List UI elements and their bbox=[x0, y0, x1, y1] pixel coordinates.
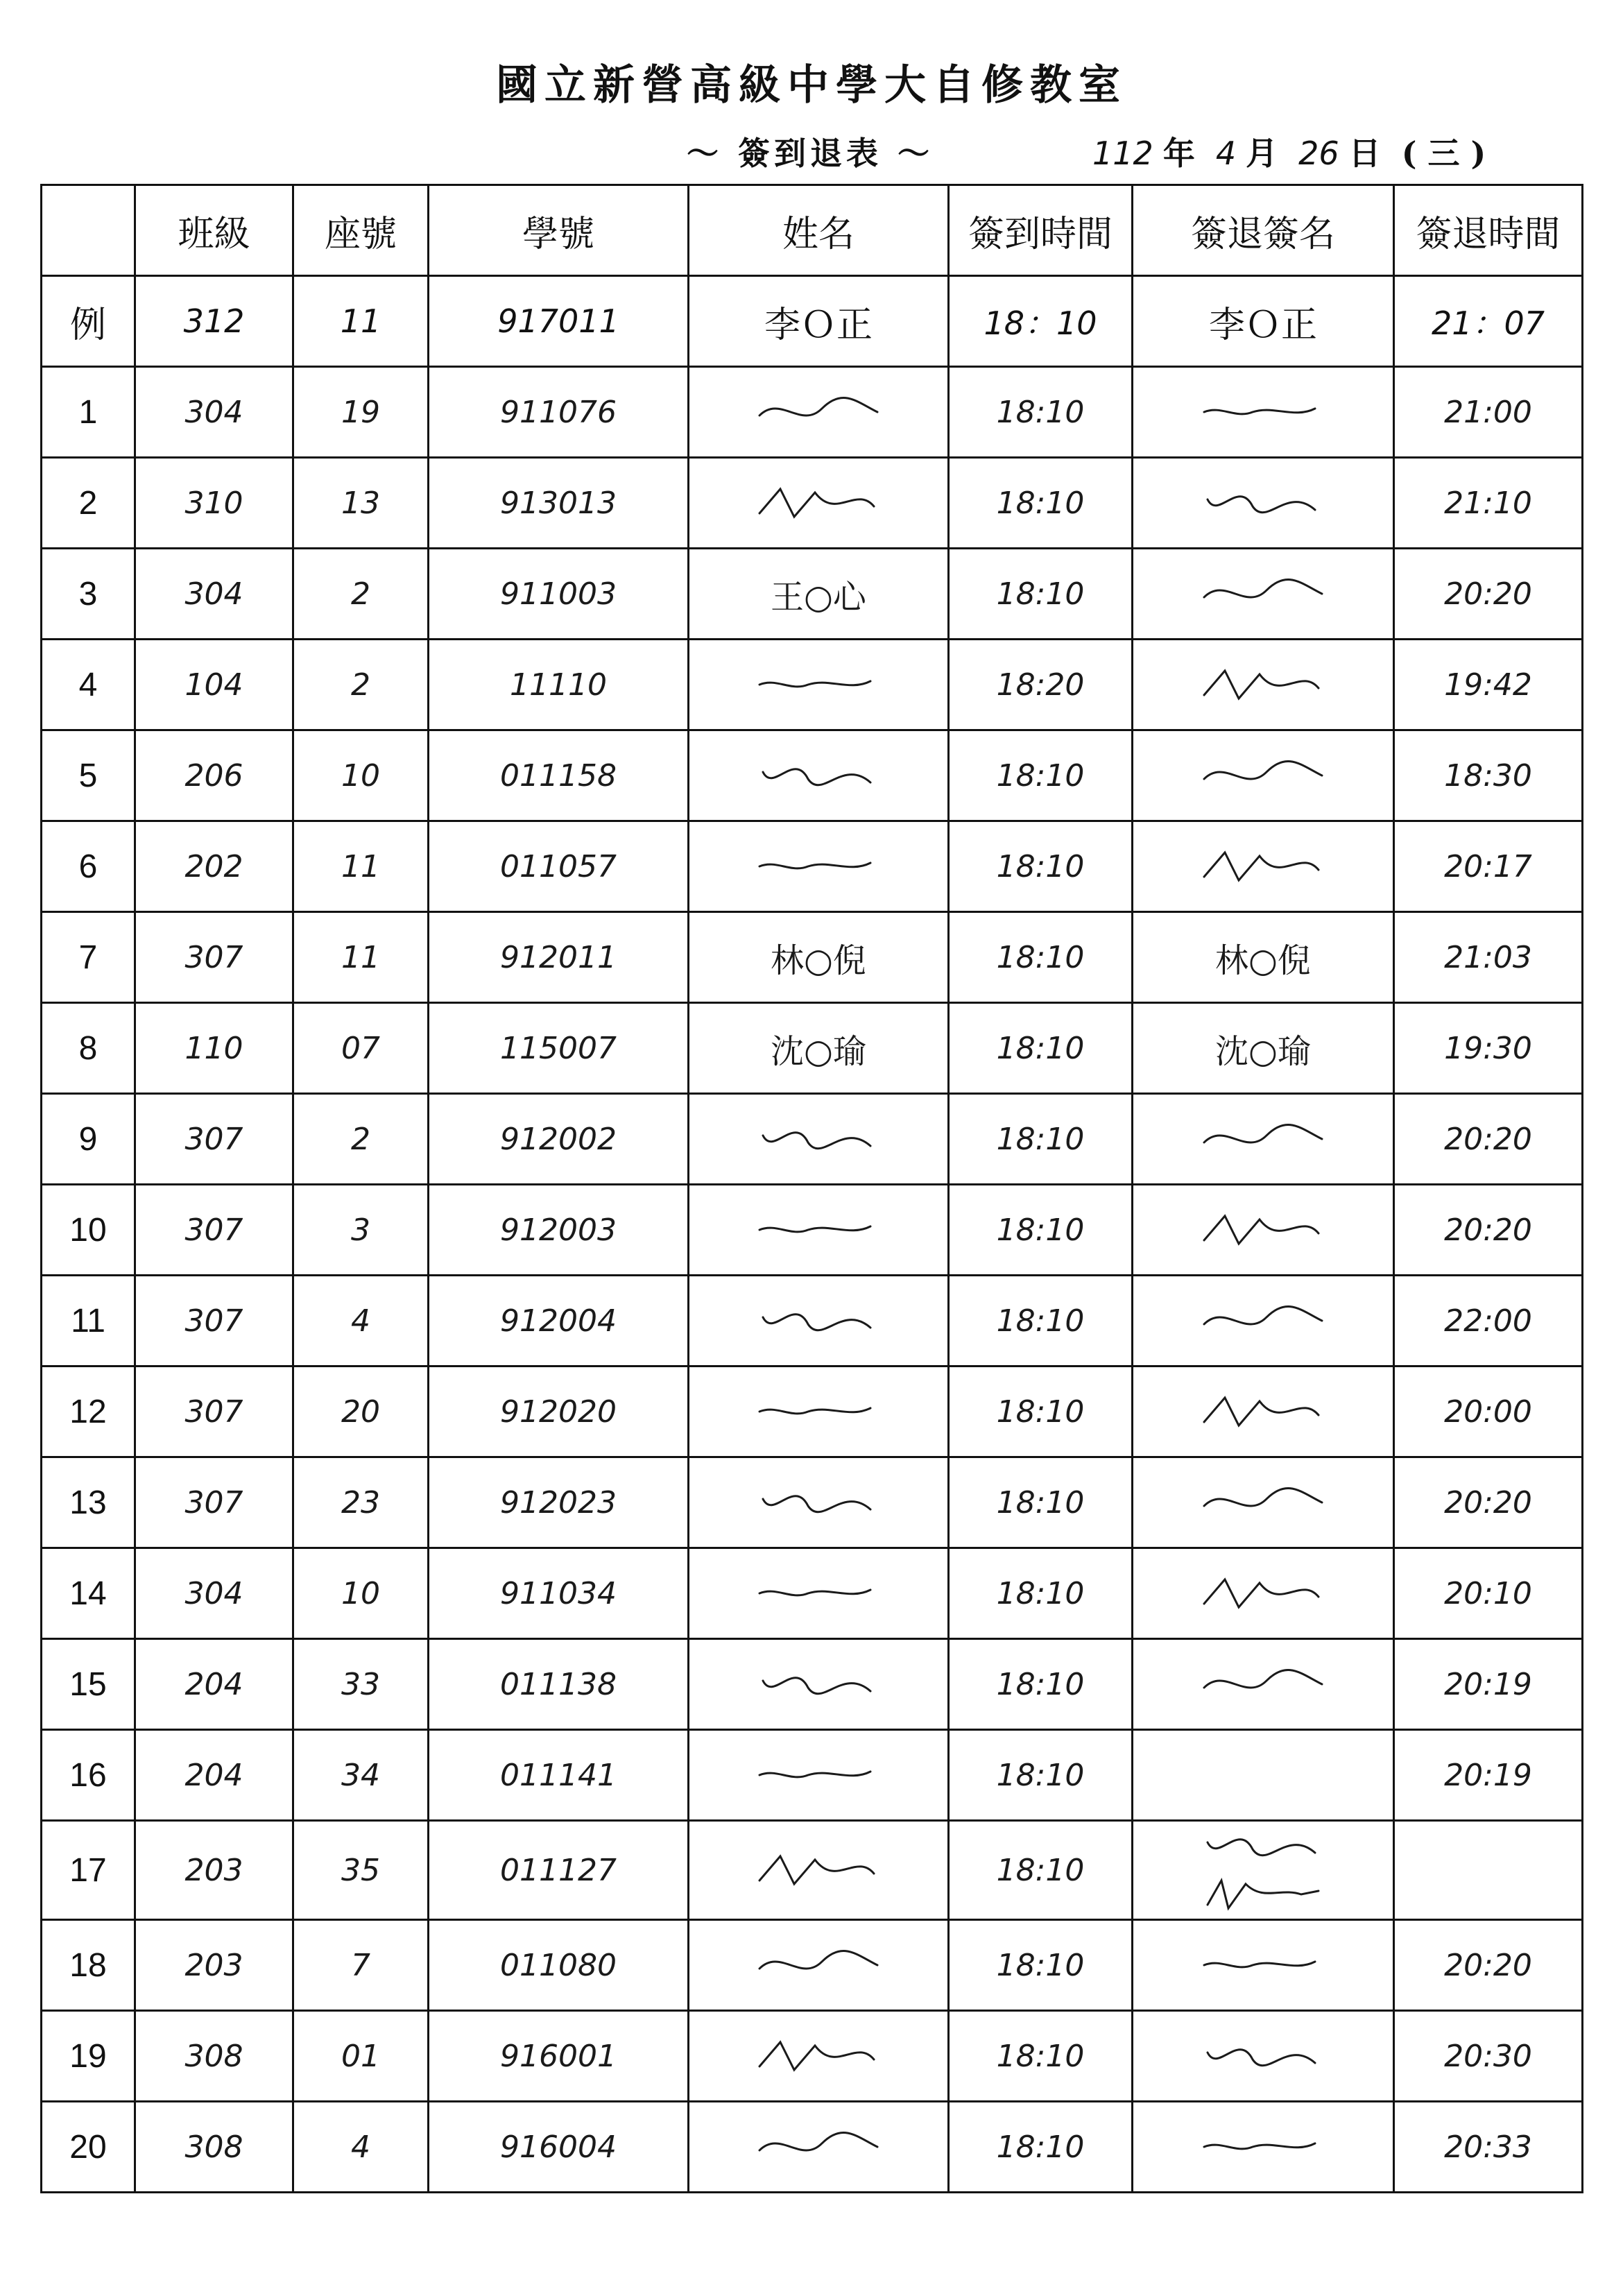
row-number: 8 bbox=[42, 1003, 135, 1094]
col-header-name: 姓名 bbox=[689, 185, 949, 276]
student-id-cell: 912004 bbox=[429, 1276, 689, 1367]
col-header-sign-out-time: 簽退時間 bbox=[1394, 185, 1583, 276]
name-cell bbox=[689, 1367, 949, 1457]
seat-cell: 7 bbox=[293, 1920, 429, 2011]
signout-signature-cell bbox=[1133, 2011, 1394, 2102]
handwritten-signature bbox=[753, 1387, 884, 1436]
class-cell: 104 bbox=[135, 640, 293, 730]
page-title: 國立新營高級中學大自修教室 bbox=[496, 61, 1127, 110]
name-cell bbox=[689, 821, 949, 912]
table-row bbox=[42, 1457, 1583, 1548]
handwritten-signature bbox=[1197, 1206, 1329, 1254]
sign-out-time-cell: 20:30 bbox=[1394, 2011, 1583, 2102]
sign-in-time-cell: 18:10 bbox=[949, 1730, 1133, 1821]
sign-out-time-cell: 20:19 bbox=[1394, 1730, 1583, 1821]
student-id-cell: 011080 bbox=[429, 1920, 689, 2011]
sign-in-time-cell: 18:20 bbox=[949, 640, 1133, 730]
signout-signature-cell bbox=[1133, 821, 1394, 912]
sign-in-time-cell: 18:10 bbox=[949, 367, 1133, 458]
row-number: 2 bbox=[42, 458, 135, 549]
handwritten-signature bbox=[753, 1751, 884, 1799]
row-number: 4 bbox=[42, 640, 135, 730]
student-id-cell: 115007 bbox=[429, 1003, 689, 1094]
student-id-cell: 011127 bbox=[429, 1821, 689, 1920]
table-row bbox=[42, 2011, 1583, 2102]
handwritten-signature bbox=[753, 388, 884, 436]
name-cell bbox=[689, 2102, 949, 2193]
class-cell: 203 bbox=[135, 1821, 293, 1920]
sign-in-time-cell: 18:10 bbox=[949, 1639, 1133, 1730]
class-cell: 110 bbox=[135, 1003, 293, 1094]
sign-out-time-cell: 20:20 bbox=[1394, 1457, 1583, 1548]
sign-in-time-cell: 18:10 bbox=[949, 912, 1133, 1003]
handwritten-signature bbox=[1197, 660, 1329, 709]
handwritten-signature bbox=[753, 479, 884, 527]
seat-cell: 07 bbox=[293, 1003, 429, 1094]
sign-in-time-cell: 18:10 bbox=[949, 1185, 1133, 1276]
table-row bbox=[42, 821, 1583, 912]
sign-in-time-cell: 18:10 bbox=[949, 730, 1133, 821]
class-cell: 307 bbox=[135, 1276, 293, 1367]
handwritten-signature bbox=[1197, 1387, 1329, 1436]
class-cell: 203 bbox=[135, 1920, 293, 2011]
handwritten-signature bbox=[1197, 1941, 1329, 1989]
signout-signature-cell bbox=[1133, 1730, 1394, 1821]
table-row bbox=[42, 458, 1583, 549]
sign-in-time-cell: 18:10 bbox=[949, 1003, 1133, 1094]
handwritten-signature bbox=[1197, 1478, 1329, 1527]
student-id-cell: 916001 bbox=[429, 2011, 689, 2102]
signout-signature-cell bbox=[1133, 730, 1394, 821]
date-year: 112 bbox=[1092, 135, 1153, 172]
col-header-student-id: 學號 bbox=[429, 185, 689, 276]
seat-cell: 19 bbox=[293, 367, 429, 458]
row-number: 20 bbox=[42, 2102, 135, 2193]
table-row bbox=[42, 1185, 1583, 1276]
handwritten-signature bbox=[753, 660, 884, 709]
signin-table bbox=[40, 184, 1583, 2193]
signout-signature-cell bbox=[1133, 1276, 1394, 1367]
table-row bbox=[42, 1548, 1583, 1639]
subtitle-line bbox=[0, 128, 1623, 177]
row-number: 5 bbox=[42, 730, 135, 821]
name-cell bbox=[689, 1920, 949, 2011]
col-header-seat: 座號 bbox=[293, 185, 429, 276]
handwritten-signature bbox=[1197, 751, 1329, 800]
handwritten-signature bbox=[1197, 842, 1329, 891]
table-row bbox=[42, 1003, 1583, 1094]
student-id-cell: 912002 bbox=[429, 1094, 689, 1185]
table-row bbox=[42, 1920, 1583, 2011]
seat-cell: 2 bbox=[293, 549, 429, 640]
table-row bbox=[42, 1730, 1583, 1821]
sign-in-time-cell: 18:10 bbox=[949, 549, 1133, 640]
signout-signature-cell bbox=[1133, 1185, 1394, 1276]
row-number: 16 bbox=[42, 1730, 135, 1821]
signout-signature-cell bbox=[1133, 367, 1394, 458]
seat-cell: 01 bbox=[293, 2011, 429, 2102]
student-id-cell: 912020 bbox=[429, 1367, 689, 1457]
sign-out-time-cell: 21:00 bbox=[1394, 367, 1583, 458]
student-id-cell: 911034 bbox=[429, 1548, 689, 1639]
col-header-no bbox=[42, 185, 135, 276]
name-cell bbox=[689, 1821, 949, 1920]
class-cell: 206 bbox=[135, 730, 293, 821]
row-number: 3 bbox=[42, 549, 135, 640]
seat-cell: 33 bbox=[293, 1639, 429, 1730]
example-sign-in: 18：10 bbox=[949, 276, 1133, 367]
row-number: 1 bbox=[42, 367, 135, 458]
col-header-sign-in-time: 簽到時間 bbox=[949, 185, 1133, 276]
signout-signature-cell bbox=[1133, 1457, 1394, 1548]
signout-signature-cell bbox=[1133, 458, 1394, 549]
row-number: 12 bbox=[42, 1367, 135, 1457]
handwritten-signature bbox=[1197, 479, 1329, 527]
sign-in-time-cell: 18:10 bbox=[949, 1548, 1133, 1639]
name-cell bbox=[689, 367, 949, 458]
signout-signature-cell bbox=[1133, 1367, 1394, 1457]
sign-out-time-cell: 20:20 bbox=[1394, 1094, 1583, 1185]
date-weekday: ( 三 ) bbox=[1401, 135, 1486, 172]
sign-out-time-cell: 19:42 bbox=[1394, 640, 1583, 730]
name-cell bbox=[689, 1185, 949, 1276]
handwritten-signature bbox=[1197, 1569, 1329, 1618]
row-number: 13 bbox=[42, 1457, 135, 1548]
table-row bbox=[42, 1367, 1583, 1457]
example-sign-out: 21：07 bbox=[1394, 276, 1583, 367]
sign-out-time-cell: 20:20 bbox=[1394, 549, 1583, 640]
seat-cell: 10 bbox=[293, 1548, 429, 1639]
class-cell: 304 bbox=[135, 1548, 293, 1639]
sign-out-time-cell: 20:20 bbox=[1394, 1185, 1583, 1276]
row-number: 19 bbox=[42, 2011, 135, 2102]
class-cell: 307 bbox=[135, 1457, 293, 1548]
seat-cell: 23 bbox=[293, 1457, 429, 1548]
student-id-cell: 011138 bbox=[429, 1639, 689, 1730]
example-signout-name: 李Ｏ正 bbox=[1133, 276, 1394, 367]
handwritten-signature bbox=[1197, 2123, 1329, 2171]
student-id-cell: 916004 bbox=[429, 2102, 689, 2193]
handwritten-signature bbox=[1197, 1822, 1329, 1870]
class-cell: 204 bbox=[135, 1730, 293, 1821]
date-day-label: 日 bbox=[1348, 135, 1381, 172]
handwritten-signature bbox=[753, 1941, 884, 1989]
name-cell bbox=[689, 730, 949, 821]
sign-in-time-cell: 18:10 bbox=[949, 1094, 1133, 1185]
table-row bbox=[42, 912, 1583, 1003]
handwritten-signature bbox=[1197, 569, 1329, 618]
handwritten-signature bbox=[1197, 1870, 1329, 1919]
seat-cell: 11 bbox=[293, 821, 429, 912]
row-number: 15 bbox=[42, 1639, 135, 1730]
row-number: 11 bbox=[42, 1276, 135, 1367]
seat-cell: 4 bbox=[293, 2102, 429, 2193]
table-row bbox=[42, 367, 1583, 458]
sign-in-time-cell: 18:10 bbox=[949, 821, 1133, 912]
sign-in-time-cell: 18:10 bbox=[949, 2011, 1133, 2102]
class-cell: 307 bbox=[135, 1094, 293, 1185]
seat-cell: 2 bbox=[293, 1094, 429, 1185]
class-cell: 308 bbox=[135, 2102, 293, 2193]
table-row bbox=[42, 1821, 1583, 1920]
class-cell: 308 bbox=[135, 2011, 293, 2102]
signout-signature-cell: 林○倪 bbox=[1133, 912, 1394, 1003]
class-cell: 304 bbox=[135, 367, 293, 458]
sign-out-time-cell: 21:03 bbox=[1394, 912, 1583, 1003]
example-class: 312 bbox=[135, 276, 293, 367]
name-cell: 林○倪 bbox=[689, 912, 949, 1003]
class-cell: 202 bbox=[135, 821, 293, 912]
col-header-signout-signature: 簽退簽名 bbox=[1133, 185, 1394, 276]
sign-out-time-cell: 22:00 bbox=[1394, 1276, 1583, 1367]
handwritten-signature bbox=[1197, 1296, 1329, 1345]
sheet-subtitle: ～ 簽到退表 ～ bbox=[687, 135, 934, 172]
example-name: 李Ｏ正 bbox=[689, 276, 949, 367]
date-year-label: 年 bbox=[1162, 135, 1195, 172]
table-row bbox=[42, 2102, 1583, 2193]
seat-cell: 4 bbox=[293, 1276, 429, 1367]
table-row bbox=[42, 1639, 1583, 1730]
seat-cell: 34 bbox=[293, 1730, 429, 1821]
header-row bbox=[42, 185, 1583, 276]
col-header-class: 班級 bbox=[135, 185, 293, 276]
class-cell: 310 bbox=[135, 458, 293, 549]
class-cell: 307 bbox=[135, 1367, 293, 1457]
seat-cell: 11 bbox=[293, 912, 429, 1003]
handwritten-signature bbox=[753, 1296, 884, 1345]
handwritten-signature bbox=[753, 2123, 884, 2171]
example-seat: 11 bbox=[293, 276, 429, 367]
date-day: 26 bbox=[1298, 135, 1339, 172]
seat-cell: 35 bbox=[293, 1821, 429, 1920]
class-cell: 307 bbox=[135, 912, 293, 1003]
student-id-cell: 011158 bbox=[429, 730, 689, 821]
student-id-cell: 011141 bbox=[429, 1730, 689, 1821]
name-cell bbox=[689, 1094, 949, 1185]
sign-in-time-cell: 18:10 bbox=[949, 2102, 1133, 2193]
sign-in-time-cell: 18:10 bbox=[949, 1367, 1133, 1457]
name-cell bbox=[689, 1457, 949, 1548]
row-number: 9 bbox=[42, 1094, 135, 1185]
sign-out-time-cell: 19:30 bbox=[1394, 1003, 1583, 1094]
signout-signature-cell bbox=[1133, 1639, 1394, 1730]
handwritten-signature bbox=[753, 751, 884, 800]
sign-out-time-cell: 20:00 bbox=[1394, 1367, 1583, 1457]
row-number: 17 bbox=[42, 1821, 135, 1920]
date-month-label: 月 bbox=[1246, 135, 1278, 172]
signout-signature-cell: 沈○瑜 bbox=[1133, 1003, 1394, 1094]
sign-out-time-cell: 20:19 bbox=[1394, 1639, 1583, 1730]
class-cell: 204 bbox=[135, 1639, 293, 1730]
seat-cell: 10 bbox=[293, 730, 429, 821]
student-id-cell: 911076 bbox=[429, 367, 689, 458]
table-row bbox=[42, 730, 1583, 821]
student-id-cell: 912011 bbox=[429, 912, 689, 1003]
name-cell bbox=[689, 2011, 949, 2102]
sign-in-time-cell: 18:10 bbox=[949, 1821, 1133, 1920]
sign-out-time-cell: 18:30 bbox=[1394, 730, 1583, 821]
name-cell bbox=[689, 1548, 949, 1639]
signout-signature-cell bbox=[1133, 1920, 1394, 2011]
seat-cell: 3 bbox=[293, 1185, 429, 1276]
sign-out-time-cell: 20:33 bbox=[1394, 2102, 1583, 2193]
row-number: 7 bbox=[42, 912, 135, 1003]
table-row bbox=[42, 1094, 1583, 1185]
name-cell bbox=[689, 1276, 949, 1367]
sheet-date bbox=[1092, 128, 1495, 174]
table-row bbox=[42, 640, 1583, 730]
sign-out-time-cell: 20:10 bbox=[1394, 1548, 1583, 1639]
handwritten-signature bbox=[753, 2032, 884, 2080]
handwritten-signature bbox=[753, 1206, 884, 1254]
name-cell bbox=[689, 640, 949, 730]
handwritten-signature bbox=[753, 1569, 884, 1618]
student-id-cell: 912003 bbox=[429, 1185, 689, 1276]
date-month: 4 bbox=[1215, 135, 1237, 172]
handwritten-signature bbox=[753, 1478, 884, 1527]
sign-out-time-cell: 20:17 bbox=[1394, 821, 1583, 912]
signout-signature-cell bbox=[1133, 1821, 1394, 1920]
name-cell: 王○心 bbox=[689, 549, 949, 640]
name-cell bbox=[689, 458, 949, 549]
sign-in-time-cell: 18:10 bbox=[949, 1276, 1133, 1367]
name-cell bbox=[689, 1639, 949, 1730]
signout-signature-cell bbox=[1133, 640, 1394, 730]
student-id-cell: 911003 bbox=[429, 549, 689, 640]
student-id-cell: 913013 bbox=[429, 458, 689, 549]
seat-cell: 20 bbox=[293, 1367, 429, 1457]
class-cell: 307 bbox=[135, 1185, 293, 1276]
student-id-cell: 11110 bbox=[429, 640, 689, 730]
handwritten-signature bbox=[753, 1846, 884, 1894]
handwritten-signature bbox=[1197, 1115, 1329, 1163]
table-row bbox=[42, 1276, 1583, 1367]
sign-out-time-cell: 21:10 bbox=[1394, 458, 1583, 549]
signout-signature-cell bbox=[1133, 549, 1394, 640]
student-id-cell: 011057 bbox=[429, 821, 689, 912]
row-number: 14 bbox=[42, 1548, 135, 1639]
sign-in-time-cell: 18:10 bbox=[949, 458, 1133, 549]
example-student-id: 917011 bbox=[429, 276, 689, 367]
handwritten-signature bbox=[753, 842, 884, 891]
signout-signature-cell bbox=[1133, 1094, 1394, 1185]
sign-out-time-cell bbox=[1394, 1821, 1583, 1920]
handwritten-signature bbox=[1197, 2032, 1329, 2080]
sign-out-time-cell: 20:20 bbox=[1394, 1920, 1583, 2011]
sign-in-time-cell: 18:10 bbox=[949, 1920, 1133, 2011]
row-number: 18 bbox=[42, 1920, 135, 2011]
handwritten-signature bbox=[753, 1660, 884, 1708]
handwritten-signature bbox=[753, 1115, 884, 1163]
class-cell: 304 bbox=[135, 549, 293, 640]
name-cell bbox=[689, 1730, 949, 1821]
row-number: 6 bbox=[42, 821, 135, 912]
name-cell: 沈○瑜 bbox=[689, 1003, 949, 1094]
row-number: 10 bbox=[42, 1185, 135, 1276]
signout-signature-cell bbox=[1133, 2102, 1394, 2193]
seat-cell: 2 bbox=[293, 640, 429, 730]
table-row bbox=[42, 549, 1583, 640]
handwritten-signature bbox=[1197, 388, 1329, 436]
sign-in-time-cell: 18:10 bbox=[949, 1457, 1133, 1548]
student-id-cell: 912023 bbox=[429, 1457, 689, 1548]
example-row bbox=[42, 276, 1583, 367]
signout-signature-cell bbox=[1133, 1548, 1394, 1639]
example-label: 例 bbox=[42, 276, 135, 367]
seat-cell: 13 bbox=[293, 458, 429, 549]
handwritten-signature bbox=[1197, 1660, 1329, 1708]
